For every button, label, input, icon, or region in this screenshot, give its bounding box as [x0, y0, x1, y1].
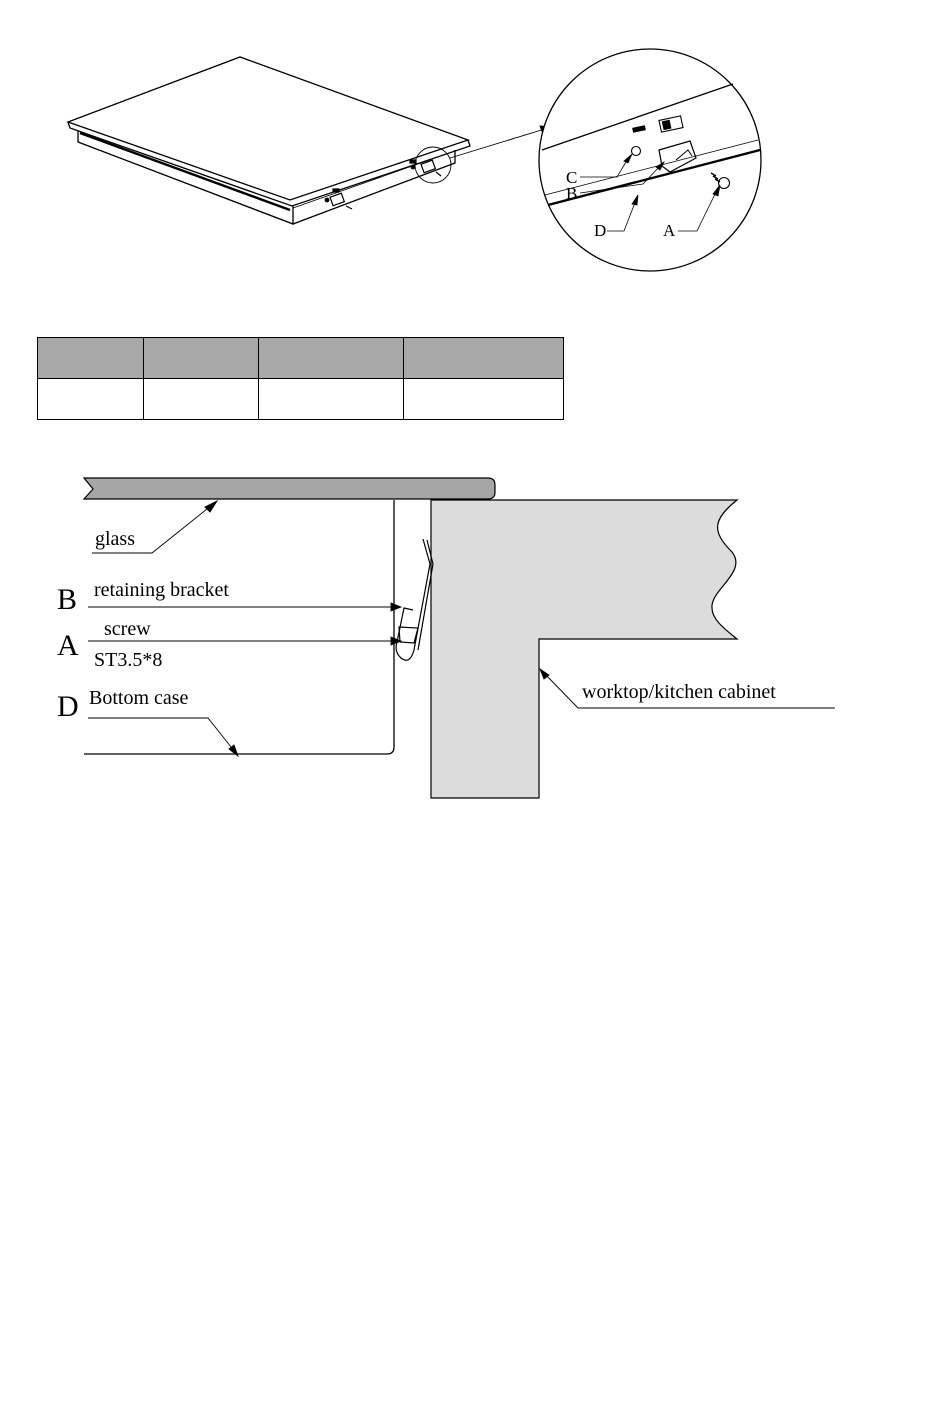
worktop-cabinet: [431, 500, 737, 798]
spec-table: [37, 337, 564, 420]
bracket-letter: B: [57, 583, 78, 616]
case-label: Bottom case: [89, 687, 189, 709]
hob-iso-drawing: [0, 0, 950, 300]
spec-table-header-cell: [404, 338, 564, 379]
spec-table-cell: [38, 379, 144, 420]
callout-b: B: [566, 184, 578, 203]
glass-label: glass: [95, 528, 135, 550]
bracket-label: retaining bracket: [94, 579, 229, 601]
glass-plate: [84, 478, 495, 499]
retaining-bracket: [396, 539, 433, 660]
screw-spec: ST3.5*8: [94, 649, 163, 671]
spec-table-header-cell: [144, 338, 259, 379]
spec-table-header-row: [38, 338, 564, 379]
hob-glass-top: [68, 57, 468, 200]
callout-c: C: [566, 168, 578, 187]
screw-letter: A: [57, 629, 79, 662]
spec-table-cell: [259, 379, 404, 420]
spec-table-cell: [404, 379, 564, 420]
callout-d: D: [594, 221, 607, 240]
spec-table-cell: [144, 379, 259, 420]
spec-table-header-cell: [259, 338, 404, 379]
worktop-label: worktop/kitchen cabinet: [582, 681, 776, 703]
spec-table-header-cell: [38, 338, 144, 379]
screw-label: screw: [104, 618, 151, 640]
detail-magnifier: [539, 49, 761, 271]
case-letter: D: [57, 690, 79, 723]
callout-a: A: [663, 221, 676, 240]
spec-table-row: [38, 379, 564, 420]
section-drawing: [0, 460, 950, 820]
hob-body: [68, 57, 470, 224]
